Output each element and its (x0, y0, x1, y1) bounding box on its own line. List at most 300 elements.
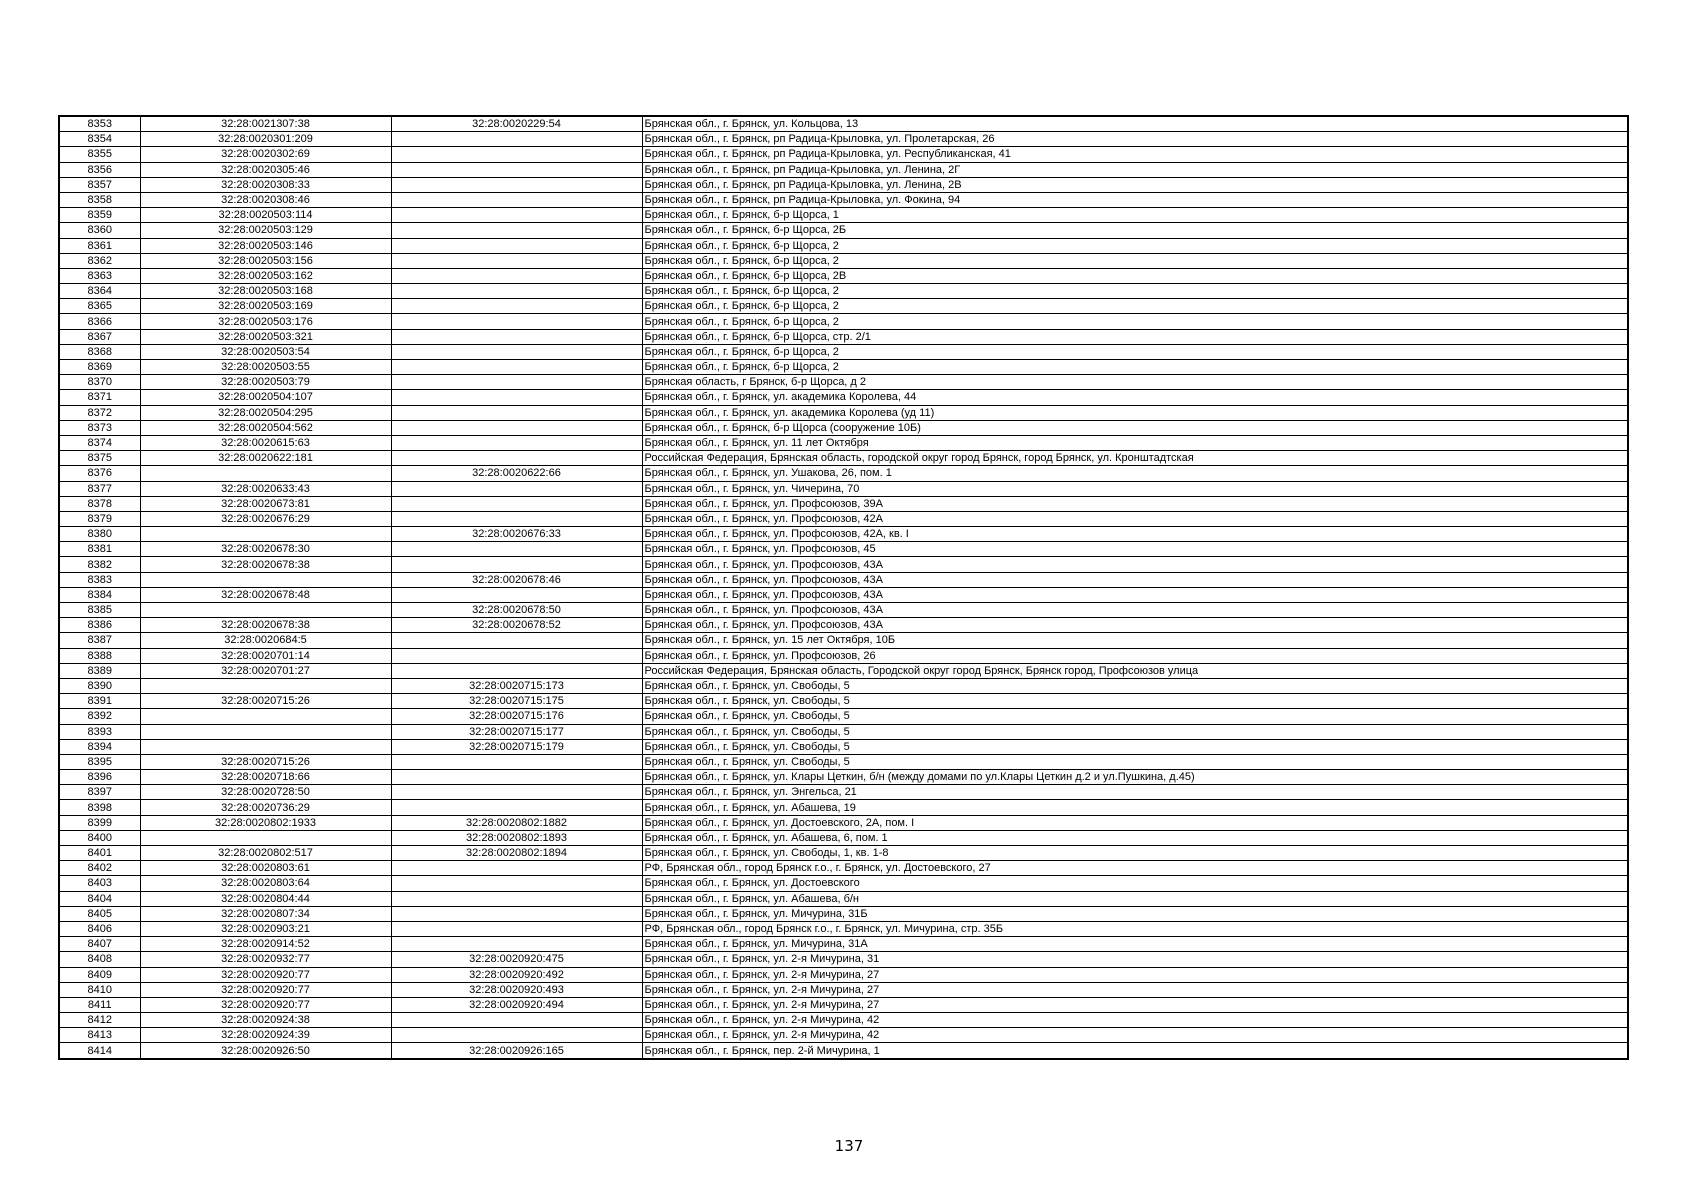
table-row (59, 1028, 1628, 1043)
table-row (59, 876, 1628, 891)
cadastral-number-cell: 32:28:0020503:146 (140, 238, 391, 253)
table-row (59, 967, 1628, 982)
address-cell: Российская Федерация, Брянская область, Городской округ город Брянск, Брянск город, Профсоюзов улица (642, 663, 1628, 678)
row-number-cell: 8372 (59, 405, 140, 420)
row-number-cell: 8412 (59, 1013, 140, 1028)
table-row (59, 633, 1628, 648)
address-cell: Брянская обл., г. Брянск, рп Радица-Крыловка, ул. Ленина, 2Г (642, 162, 1628, 177)
table-row (59, 982, 1628, 997)
table-row (59, 754, 1628, 769)
cadastral-number-cell (140, 709, 391, 724)
cadastral-number-cell: 32:28:0020503:55 (140, 360, 391, 375)
cadastral-number-cell: 32:28:0020715:26 (140, 754, 391, 769)
object-number-cell: 32:28:0020920:475 (391, 952, 642, 967)
address-cell: Брянская обл., г. Брянск, б-р Щорса, 2Б (642, 223, 1628, 238)
address-cell: Брянская обл., г. Брянск, б-р Щорса, 2 (642, 344, 1628, 359)
row-number-cell: 8364 (59, 284, 140, 299)
cadastral-number-cell: 32:28:0020673:81 (140, 496, 391, 511)
row-number-cell: 8385 (59, 603, 140, 618)
cadastral-number-cell: 32:28:0020676:29 (140, 511, 391, 526)
address-cell: Брянская обл., г. Брянск, ул. Профсоюзов, 42А (642, 511, 1628, 526)
row-number-cell: 8386 (59, 618, 140, 633)
object-number-cell (391, 633, 642, 648)
object-number-cell (391, 770, 642, 785)
row-number-cell: 8389 (59, 663, 140, 678)
cadastral-number-cell: 32:28:0020503:176 (140, 314, 391, 329)
object-number-cell: 32:28:0020676:33 (391, 527, 642, 542)
table-row (59, 147, 1628, 162)
table-row (59, 1043, 1628, 1059)
row-number-cell: 8402 (59, 861, 140, 876)
row-number-cell: 8397 (59, 785, 140, 800)
cadastral-number-cell: 32:28:0020914:52 (140, 937, 391, 952)
row-number-cell: 8379 (59, 511, 140, 526)
address-cell: Брянская обл., г. Брянск, ул. Профсоюзов, 39А (642, 496, 1628, 511)
table-row (59, 785, 1628, 800)
row-number-cell: 8368 (59, 344, 140, 359)
address-cell: Брянская обл., г. Брянск, ул. Абашева, 19 (642, 800, 1628, 815)
object-number-cell: 32:28:0020715:179 (391, 739, 642, 754)
row-number-cell: 8373 (59, 420, 140, 435)
cadastral-number-cell: 32:28:0020503:321 (140, 329, 391, 344)
object-number-cell (391, 1013, 642, 1028)
address-cell: Брянская обл., г. Брянск, б-р Щорса, 2 (642, 253, 1628, 268)
row-number-cell: 8367 (59, 329, 140, 344)
table-row (59, 572, 1628, 587)
address-cell: Брянская обл., г. Брянск, ул. Энгельса, 21 (642, 785, 1628, 800)
cadastral-number-cell: 32:28:0020926:50 (140, 1043, 391, 1059)
table-row (59, 770, 1628, 785)
object-number-cell: 32:28:0020920:494 (391, 997, 642, 1012)
address-cell: Брянская обл., г. Брянск, ул. Профсоюзов, 43А (642, 618, 1628, 633)
table-row (59, 511, 1628, 526)
registry-table-body (59, 116, 1628, 1059)
address-cell: Брянская область, г Брянск, б-р Щорса, д 2 (642, 375, 1628, 390)
row-number-cell: 8404 (59, 891, 140, 906)
table-row (59, 481, 1628, 496)
table-row (59, 891, 1628, 906)
row-number-cell: 8353 (59, 116, 140, 132)
address-cell: Брянская обл., г. Брянск, ул. Профсоюзов, 43А (642, 572, 1628, 587)
cadastral-number-cell: 32:28:0020804:44 (140, 891, 391, 906)
row-number-cell: 8369 (59, 360, 140, 375)
row-number-cell: 8383 (59, 572, 140, 587)
table-row (59, 299, 1628, 314)
object-number-cell: 32:28:0020229:54 (391, 116, 642, 132)
address-cell: Брянская обл., г. Брянск, ул. Клары Цеткин, б/н (между домами по ул.Клары Цеткин д.2 и ул.Пушкина, д.45) (642, 770, 1628, 785)
object-number-cell (391, 663, 642, 678)
object-number-cell: 32:28:0020715:175 (391, 694, 642, 709)
table-row (59, 800, 1628, 815)
row-number-cell: 8384 (59, 587, 140, 602)
row-number-cell: 8395 (59, 754, 140, 769)
row-number-cell: 8414 (59, 1043, 140, 1059)
row-number-cell: 8359 (59, 208, 140, 223)
address-cell: Брянская обл., г. Брянск, ул. академика Королева (уд 11) (642, 405, 1628, 420)
cadastral-number-cell: 32:28:0020736:29 (140, 800, 391, 815)
object-number-cell (391, 481, 642, 496)
object-number-cell (391, 496, 642, 511)
cadastral-number-cell (140, 678, 391, 693)
table-row (59, 284, 1628, 299)
object-number-cell (391, 192, 642, 207)
cadastral-number-cell: 32:28:0020678:30 (140, 542, 391, 557)
table-row (59, 724, 1628, 739)
table-row (59, 527, 1628, 542)
object-number-cell: 32:28:0020926:165 (391, 1043, 642, 1059)
table-row (59, 587, 1628, 602)
table-row (59, 253, 1628, 268)
table-row (59, 542, 1628, 557)
cadastral-number-cell: 32:28:0020803:64 (140, 876, 391, 891)
address-cell: Брянская обл., г. Брянск, б-р Щорса, 2 (642, 299, 1628, 314)
object-number-cell (391, 511, 642, 526)
object-number-cell (391, 147, 642, 162)
object-number-cell (391, 405, 642, 420)
table-row (59, 739, 1628, 754)
table-row (59, 360, 1628, 375)
address-cell: Брянская обл., г. Брянск, ул. Мичурина, 31А (642, 937, 1628, 952)
row-number-cell: 8394 (59, 739, 140, 754)
address-cell: Брянская обл., г. Брянск, ул. Абашева, 6, пом. 1 (642, 830, 1628, 845)
object-number-cell (391, 329, 642, 344)
table-row (59, 937, 1628, 952)
cadastral-number-cell: 32:28:0020920:77 (140, 982, 391, 997)
row-number-cell: 8382 (59, 557, 140, 572)
object-number-cell: 32:28:0020678:50 (391, 603, 642, 618)
address-cell: Брянская обл., г. Брянск, ул. 2-я Мичурина, 27 (642, 997, 1628, 1012)
table-row (59, 192, 1628, 207)
object-number-cell: 32:28:0020715:177 (391, 724, 642, 739)
object-number-cell (391, 876, 642, 891)
cadastral-number-cell: 32:28:0020308:46 (140, 192, 391, 207)
table-row (59, 906, 1628, 921)
address-cell: Брянская обл., г. Брянск, б-р Щорса, 1 (642, 208, 1628, 223)
address-cell: Брянская обл., г. Брянск, ул. 2-я Мичурина, 42 (642, 1013, 1628, 1028)
object-number-cell: 32:28:0020802:1894 (391, 846, 642, 861)
address-cell: Брянская обл., г. Брянск, ул. Кольцова, 13 (642, 116, 1628, 132)
object-number-cell (391, 360, 642, 375)
table-row (59, 921, 1628, 936)
object-number-cell (391, 177, 642, 192)
object-number-cell: 32:28:0020678:52 (391, 618, 642, 633)
object-number-cell (391, 800, 642, 815)
address-cell: Брянская обл., г. Брянск, б-р Щорса, 2 (642, 360, 1628, 375)
cadastral-number-cell: 32:28:0020302:69 (140, 147, 391, 162)
table-row (59, 830, 1628, 845)
cadastral-number-cell: 32:28:0020678:48 (140, 587, 391, 602)
table-row (59, 405, 1628, 420)
cadastral-number-cell (140, 466, 391, 481)
cadastral-number-cell (140, 527, 391, 542)
table-row (59, 177, 1628, 192)
cadastral-number-cell: 32:28:0020803:61 (140, 861, 391, 876)
address-cell: Брянская обл., г. Брянск, ул. 2-я Мичурина, 27 (642, 967, 1628, 982)
cadastral-number-cell: 32:28:0020678:38 (140, 618, 391, 633)
row-number-cell: 8358 (59, 192, 140, 207)
address-cell: Брянская обл., г. Брянск, б-р Щорса, 2 (642, 314, 1628, 329)
address-cell: Брянская обл., г. Брянск, ул. Ушакова, 26, пом. 1 (642, 466, 1628, 481)
table-row (59, 375, 1628, 390)
cadastral-number-cell: 32:28:0020920:77 (140, 967, 391, 982)
cadastral-number-cell: 32:28:0020308:33 (140, 177, 391, 192)
address-cell: Брянская обл., г. Брянск, б-р Щорса, 2 (642, 284, 1628, 299)
object-number-cell: 32:28:0020802:1893 (391, 830, 642, 845)
object-number-cell (391, 891, 642, 906)
object-number-cell (391, 1028, 642, 1043)
cadastral-number-cell: 32:28:0020715:26 (140, 694, 391, 709)
table-row (59, 557, 1628, 572)
cadastral-number-cell: 32:28:0020924:39 (140, 1028, 391, 1043)
row-number-cell: 8409 (59, 967, 140, 982)
row-number-cell: 8405 (59, 906, 140, 921)
object-number-cell (391, 785, 642, 800)
address-cell: РФ, Брянская обл., город Брянск г.о., г. Брянск, ул. Достоевского, 27 (642, 861, 1628, 876)
cadastral-number-cell: 32:28:0020802:1933 (140, 815, 391, 830)
object-number-cell (391, 937, 642, 952)
table-row (59, 329, 1628, 344)
table-row (59, 435, 1628, 450)
table-row (59, 618, 1628, 633)
object-number-cell (391, 238, 642, 253)
table-row (59, 223, 1628, 238)
object-number-cell (391, 299, 642, 314)
table-row (59, 132, 1628, 147)
cadastral-number-cell: 32:28:0020503:169 (140, 299, 391, 314)
cadastral-number-cell: 32:28:0020932:77 (140, 952, 391, 967)
row-number-cell: 8381 (59, 542, 140, 557)
address-cell: Брянская обл., г. Брянск, б-р Щорса, стр. 2/1 (642, 329, 1628, 344)
object-number-cell (391, 451, 642, 466)
object-number-cell (391, 390, 642, 405)
cadastral-number-cell: 32:28:0020503:129 (140, 223, 391, 238)
object-number-cell (391, 314, 642, 329)
cadastral-number-cell (140, 603, 391, 618)
table-row (59, 952, 1628, 967)
row-number-cell: 8390 (59, 678, 140, 693)
cadastral-number-cell: 32:28:0020301:209 (140, 132, 391, 147)
table-row (59, 815, 1628, 830)
cadastral-number-cell: 32:28:0021307:38 (140, 116, 391, 132)
row-number-cell: 8403 (59, 876, 140, 891)
row-number-cell: 8400 (59, 830, 140, 845)
address-cell: Брянская обл., г. Брянск, б-р Щорса, 2В (642, 268, 1628, 283)
cadastral-number-cell: 32:28:0020924:38 (140, 1013, 391, 1028)
object-number-cell: 32:28:0020678:46 (391, 572, 642, 587)
address-cell: Брянская обл., г. Брянск, ул. Свободы, 5 (642, 709, 1628, 724)
object-number-cell (391, 754, 642, 769)
object-number-cell: 32:28:0020920:493 (391, 982, 642, 997)
row-number-cell: 8354 (59, 132, 140, 147)
table-row (59, 420, 1628, 435)
object-number-cell (391, 375, 642, 390)
address-cell: Брянская обл., г. Брянск, рп Радица-Крыловка, ул. Республиканская, 41 (642, 147, 1628, 162)
cadastral-number-cell (140, 830, 391, 845)
address-cell: Брянская обл., г. Брянск, ул. 11 лет Октября (642, 435, 1628, 450)
row-number-cell: 8396 (59, 770, 140, 785)
object-number-cell (391, 268, 642, 283)
cadastral-number-cell: 32:28:0020701:27 (140, 663, 391, 678)
row-number-cell: 8363 (59, 268, 140, 283)
table-row (59, 314, 1628, 329)
row-number-cell: 8387 (59, 633, 140, 648)
row-number-cell: 8356 (59, 162, 140, 177)
object-number-cell: 32:28:0020715:176 (391, 709, 642, 724)
address-cell: Брянская обл., г. Брянск, ул. Достоевского (642, 876, 1628, 891)
row-number-cell: 8399 (59, 815, 140, 830)
cadastral-number-cell: 32:28:0020802:517 (140, 846, 391, 861)
registry-table (58, 115, 1629, 1060)
table-row (59, 648, 1628, 663)
address-cell: Брянская обл., г. Брянск, рп Радица-Крыловка, ул. Пролетарская, 26 (642, 132, 1628, 147)
address-cell: Брянская обл., г. Брянск, ул. Профсоюзов, 43А (642, 587, 1628, 602)
table-row (59, 238, 1628, 253)
table-row (59, 663, 1628, 678)
address-cell: Брянская обл., г. Брянск, ул. 2-я Мичурина, 42 (642, 1028, 1628, 1043)
table-row (59, 162, 1628, 177)
row-number-cell: 8370 (59, 375, 140, 390)
cadastral-number-cell: 32:28:0020903:21 (140, 921, 391, 936)
cadastral-number-cell (140, 572, 391, 587)
table-row (59, 116, 1628, 132)
cadastral-number-cell: 32:28:0020622:181 (140, 451, 391, 466)
row-number-cell: 8407 (59, 937, 140, 952)
address-cell: Брянская обл., г. Брянск, рп Радица-Крыловка, ул. Фокина, 94 (642, 192, 1628, 207)
address-cell: Брянская обл., г. Брянск, рп Радица-Крыловка, ул. Ленина, 2В (642, 177, 1628, 192)
address-cell: Брянская обл., г. Брянск, ул. Свободы, 5 (642, 678, 1628, 693)
row-number-cell: 8377 (59, 481, 140, 496)
cadastral-number-cell: 32:28:0020633:43 (140, 481, 391, 496)
address-cell: Брянская обл., г. Брянск, ул. Свободы, 5 (642, 754, 1628, 769)
object-number-cell (391, 542, 642, 557)
object-number-cell (391, 132, 642, 147)
address-cell: РФ, Брянская обл., город Брянск г.о., г. Брянск, ул. Мичурина, стр. 35Б (642, 921, 1628, 936)
address-cell: Брянская обл., г. Брянск, б-р Щорса (сооружение 10Б) (642, 420, 1628, 435)
cadastral-number-cell: 32:28:0020504:107 (140, 390, 391, 405)
row-number-cell: 8355 (59, 147, 140, 162)
object-number-cell (391, 861, 642, 876)
cadastral-number-cell: 32:28:0020503:168 (140, 284, 391, 299)
object-number-cell (391, 284, 642, 299)
address-cell: Брянская обл., г. Брянск, ул. Чичерина, 70 (642, 481, 1628, 496)
row-number-cell: 8411 (59, 997, 140, 1012)
object-number-cell (391, 435, 642, 450)
row-number-cell: 8406 (59, 921, 140, 936)
cadastral-number-cell: 32:28:0020504:562 (140, 420, 391, 435)
cadastral-number-cell: 32:28:0020684:5 (140, 633, 391, 648)
row-number-cell: 8410 (59, 982, 140, 997)
cadastral-number-cell: 32:28:0020503:162 (140, 268, 391, 283)
object-number-cell (391, 906, 642, 921)
cadastral-number-cell: 32:28:0020615:63 (140, 435, 391, 450)
address-cell: Брянская обл., г. Брянск, ул. Свободы, 5 (642, 694, 1628, 709)
cadastral-number-cell: 32:28:0020503:79 (140, 375, 391, 390)
row-number-cell: 8380 (59, 527, 140, 542)
address-cell: Брянская обл., г. Брянск, ул. Свободы, 1, кв. 1-8 (642, 846, 1628, 861)
object-number-cell (391, 648, 642, 663)
cadastral-number-cell: 32:28:0020503:114 (140, 208, 391, 223)
table-row (59, 678, 1628, 693)
address-cell: Брянская обл., г. Брянск, ул. академика Королева, 44 (642, 390, 1628, 405)
table-row (59, 466, 1628, 481)
object-number-cell: 32:28:0020920:492 (391, 967, 642, 982)
cadastral-number-cell: 32:28:0020920:77 (140, 997, 391, 1012)
table-row (59, 709, 1628, 724)
address-cell: Брянская обл., г. Брянск, пер. 2-й Мичурина, 1 (642, 1043, 1628, 1059)
cadastral-number-cell: 32:28:0020503:54 (140, 344, 391, 359)
row-number-cell: 8393 (59, 724, 140, 739)
cadastral-number-cell: 32:28:0020305:46 (140, 162, 391, 177)
cadastral-number-cell (140, 739, 391, 754)
object-number-cell (391, 208, 642, 223)
cadastral-number-cell: 32:28:0020718:66 (140, 770, 391, 785)
cadastral-number-cell: 32:28:0020678:38 (140, 557, 391, 572)
row-number-cell: 8408 (59, 952, 140, 967)
row-number-cell: 8366 (59, 314, 140, 329)
row-number-cell: 8361 (59, 238, 140, 253)
row-number-cell: 8374 (59, 435, 140, 450)
cadastral-number-cell: 32:28:0020701:14 (140, 648, 391, 663)
object-number-cell (391, 223, 642, 238)
row-number-cell: 8362 (59, 253, 140, 268)
row-number-cell: 8398 (59, 800, 140, 815)
table-row (59, 344, 1628, 359)
row-number-cell: 8378 (59, 496, 140, 511)
address-cell: Брянская обл., г. Брянск, ул. Профсоюзов, 45 (642, 542, 1628, 557)
address-cell: Брянская обл., г. Брянск, ул. Свободы, 5 (642, 724, 1628, 739)
row-number-cell: 8365 (59, 299, 140, 314)
address-cell: Брянская обл., г. Брянск, ул. Абашева, б/н (642, 891, 1628, 906)
table-row (59, 1013, 1628, 1028)
address-cell: Брянская обл., г. Брянск, ул. Профсоюзов, 26 (642, 648, 1628, 663)
address-cell: Брянская обл., г. Брянск, ул. Профсоюзов, 43А (642, 557, 1628, 572)
address-cell: Брянская обл., г. Брянск, ул. Профсоюзов, 43А (642, 603, 1628, 618)
table-row (59, 603, 1628, 618)
table-row (59, 208, 1628, 223)
cadastral-number-cell (140, 724, 391, 739)
row-number-cell: 8413 (59, 1028, 140, 1043)
object-number-cell (391, 587, 642, 602)
row-number-cell: 8360 (59, 223, 140, 238)
table-row (59, 390, 1628, 405)
row-number-cell: 8371 (59, 390, 140, 405)
table-row (59, 997, 1628, 1012)
object-number-cell: 32:28:0020622:66 (391, 466, 642, 481)
row-number-cell: 8392 (59, 709, 140, 724)
address-cell: Брянская обл., г. Брянск, ул. Мичурина, 31Б (642, 906, 1628, 921)
table-row (59, 496, 1628, 511)
table-row (59, 846, 1628, 861)
address-cell: Брянская обл., г. Брянск, ул. Достоевского, 2А, пом. I (642, 815, 1628, 830)
object-number-cell: 32:28:0020715:173 (391, 678, 642, 693)
row-number-cell: 8375 (59, 451, 140, 466)
cadastral-number-cell: 32:28:0020807:34 (140, 906, 391, 921)
object-number-cell (391, 420, 642, 435)
table-row (59, 694, 1628, 709)
object-number-cell (391, 344, 642, 359)
cadastral-number-cell: 32:28:0020503:156 (140, 253, 391, 268)
row-number-cell: 8357 (59, 177, 140, 192)
address-cell: Брянская обл., г. Брянск, ул. 2-я Мичурина, 31 (642, 952, 1628, 967)
table-row (59, 451, 1628, 466)
row-number-cell: 8376 (59, 466, 140, 481)
address-cell: Брянская обл., г. Брянск, б-р Щорса, 2 (642, 238, 1628, 253)
table-row (59, 268, 1628, 283)
table-row (59, 861, 1628, 876)
object-number-cell (391, 162, 642, 177)
page-number: 137 (834, 1137, 864, 1155)
address-cell: Брянская обл., г. Брянск, ул. Профсоюзов, 42А, кв. I (642, 527, 1628, 542)
